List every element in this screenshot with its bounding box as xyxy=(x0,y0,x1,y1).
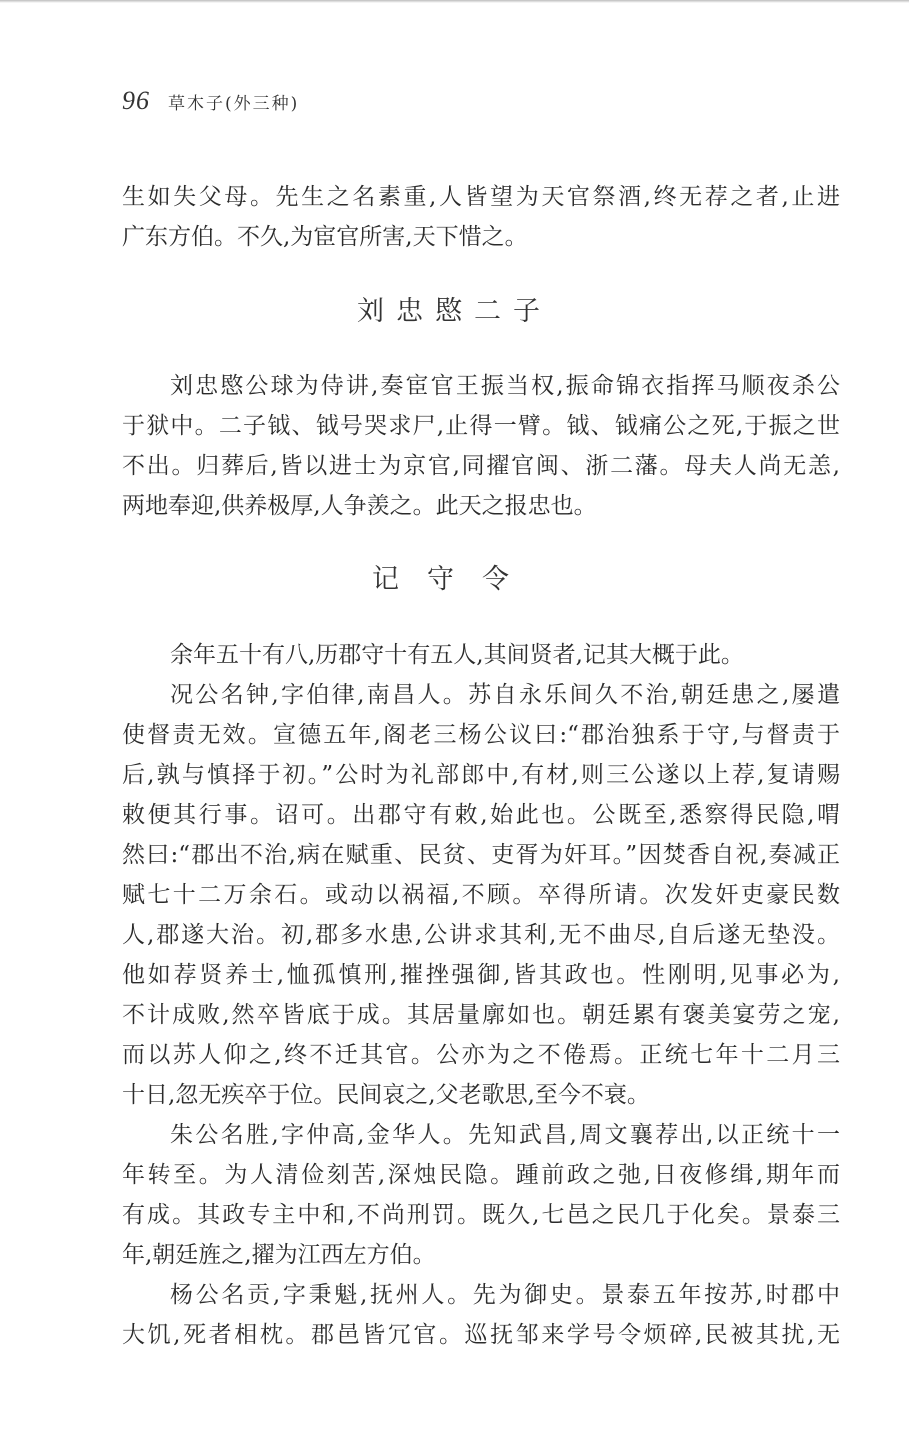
paragraph-line: 十日,忽无疾卒于位。民间哀之,父老歌思,至今不衰。 xyxy=(122,1082,650,1108)
paragraph-line: 大饥,死者相枕。郡邑皆冗官。巡抚邹来学号令烦碎,民被其扰,无 xyxy=(122,1322,840,1348)
paragraph-line: 人,郡遂大治。初,郡多水患,公讲求其利,无不曲尽,自后遂无垫没。 xyxy=(122,922,840,948)
section-heading-ji-shouling: 记守令 xyxy=(372,564,537,595)
running-head xyxy=(122,86,299,122)
paragraph-line: 有成。其政专主中和,不尚刑罚。既久,七邑之民几于化矣。景泰三 xyxy=(122,1202,840,1228)
paragraph-line: 朱公名胜,字仲高,金华人。先知武昌,周文襄荐出,以正统十一 xyxy=(170,1122,840,1148)
paragraph-line: 况公名钟,字伯律,南昌人。苏自永乐间久不治,朝廷患之,屡遣 xyxy=(170,682,840,708)
paragraph-line: 余年五十有八,历郡守十有五人,其间贤者,记其大概于此。 xyxy=(170,642,744,668)
paragraph-line: 年,朝廷旌之,擢为江西左方伯。 xyxy=(122,1242,436,1268)
paragraph-line: 两地奉迎,供养极厚,人争羡之。此天之报忠也。 xyxy=(122,493,597,519)
paragraph-line: 生如失父母。先生之名素重,人皆望为天官祭酒,终无荐之者,止进 xyxy=(122,184,840,210)
paragraph-line: 年转至。为人清俭刻苦,深烛民隐。踵前政之弛,日夜修缉,期年而 xyxy=(122,1162,840,1188)
paragraph-line: 杨公名贡,字秉魁,抚州人。先为御史。景泰五年按苏,时郡中 xyxy=(170,1282,840,1308)
paragraph-line: 后,孰与慎择于初。”公时为礼部郎中,有材,则三公遂以上荐,复请赐 xyxy=(122,762,840,788)
paragraph-line: 然曰:“郡出不治,病在赋重、民贫、吏胥为奸耳。”因焚香自祝,奏减正 xyxy=(122,842,840,868)
paragraph-line: 广东方伯。不久,为宦官所害,天下惜之。 xyxy=(122,224,528,250)
book-title: 草木子(外三种) xyxy=(168,94,300,114)
paragraph-line: 敕便其行事。诏可。出郡守有敕,始此也。公既至,悉察得民隐,喟 xyxy=(122,802,840,828)
paragraph-line: 他如荐贤养士,恤孤慎刑,摧挫强御,皆其政也。性刚明,见事必为, xyxy=(122,962,840,988)
paragraph-line: 不计成败,然卒皆底于成。其居量廓如也。朝廷累有褒美宴劳之宠, xyxy=(122,1002,840,1028)
section-heading-liu-zhongmin: 刘忠愍二子 xyxy=(357,296,552,327)
page-top-edge xyxy=(0,0,909,3)
paragraph-line: 而以苏人仰之,终不迁其官。公亦为之不倦焉。正统七年十二月三 xyxy=(122,1042,840,1068)
paragraph-line: 使督责无效。宣德五年,阁老三杨公议曰:“郡治独系于守,与督责于 xyxy=(122,722,840,748)
paragraph-line: 刘忠愍公球为侍讲,奏宦官王振当权,振命锦衣指挥马顺夜杀公 xyxy=(170,373,840,399)
paragraph-line: 赋七十二万余石。或动以祸福,不顾。卒得所请。次发奸吏豪民数 xyxy=(122,882,840,908)
paragraph-line: 于狱中。二子钺、钺号哭求尸,止得一臂。钺、钺痛公之死,于振之世 xyxy=(122,413,840,439)
page-number: 96 xyxy=(122,86,150,115)
paragraph-line: 不出。归葬后,皆以进士为京官,同擢官闽、浙二藩。母夫人尚无恙, xyxy=(122,453,840,479)
